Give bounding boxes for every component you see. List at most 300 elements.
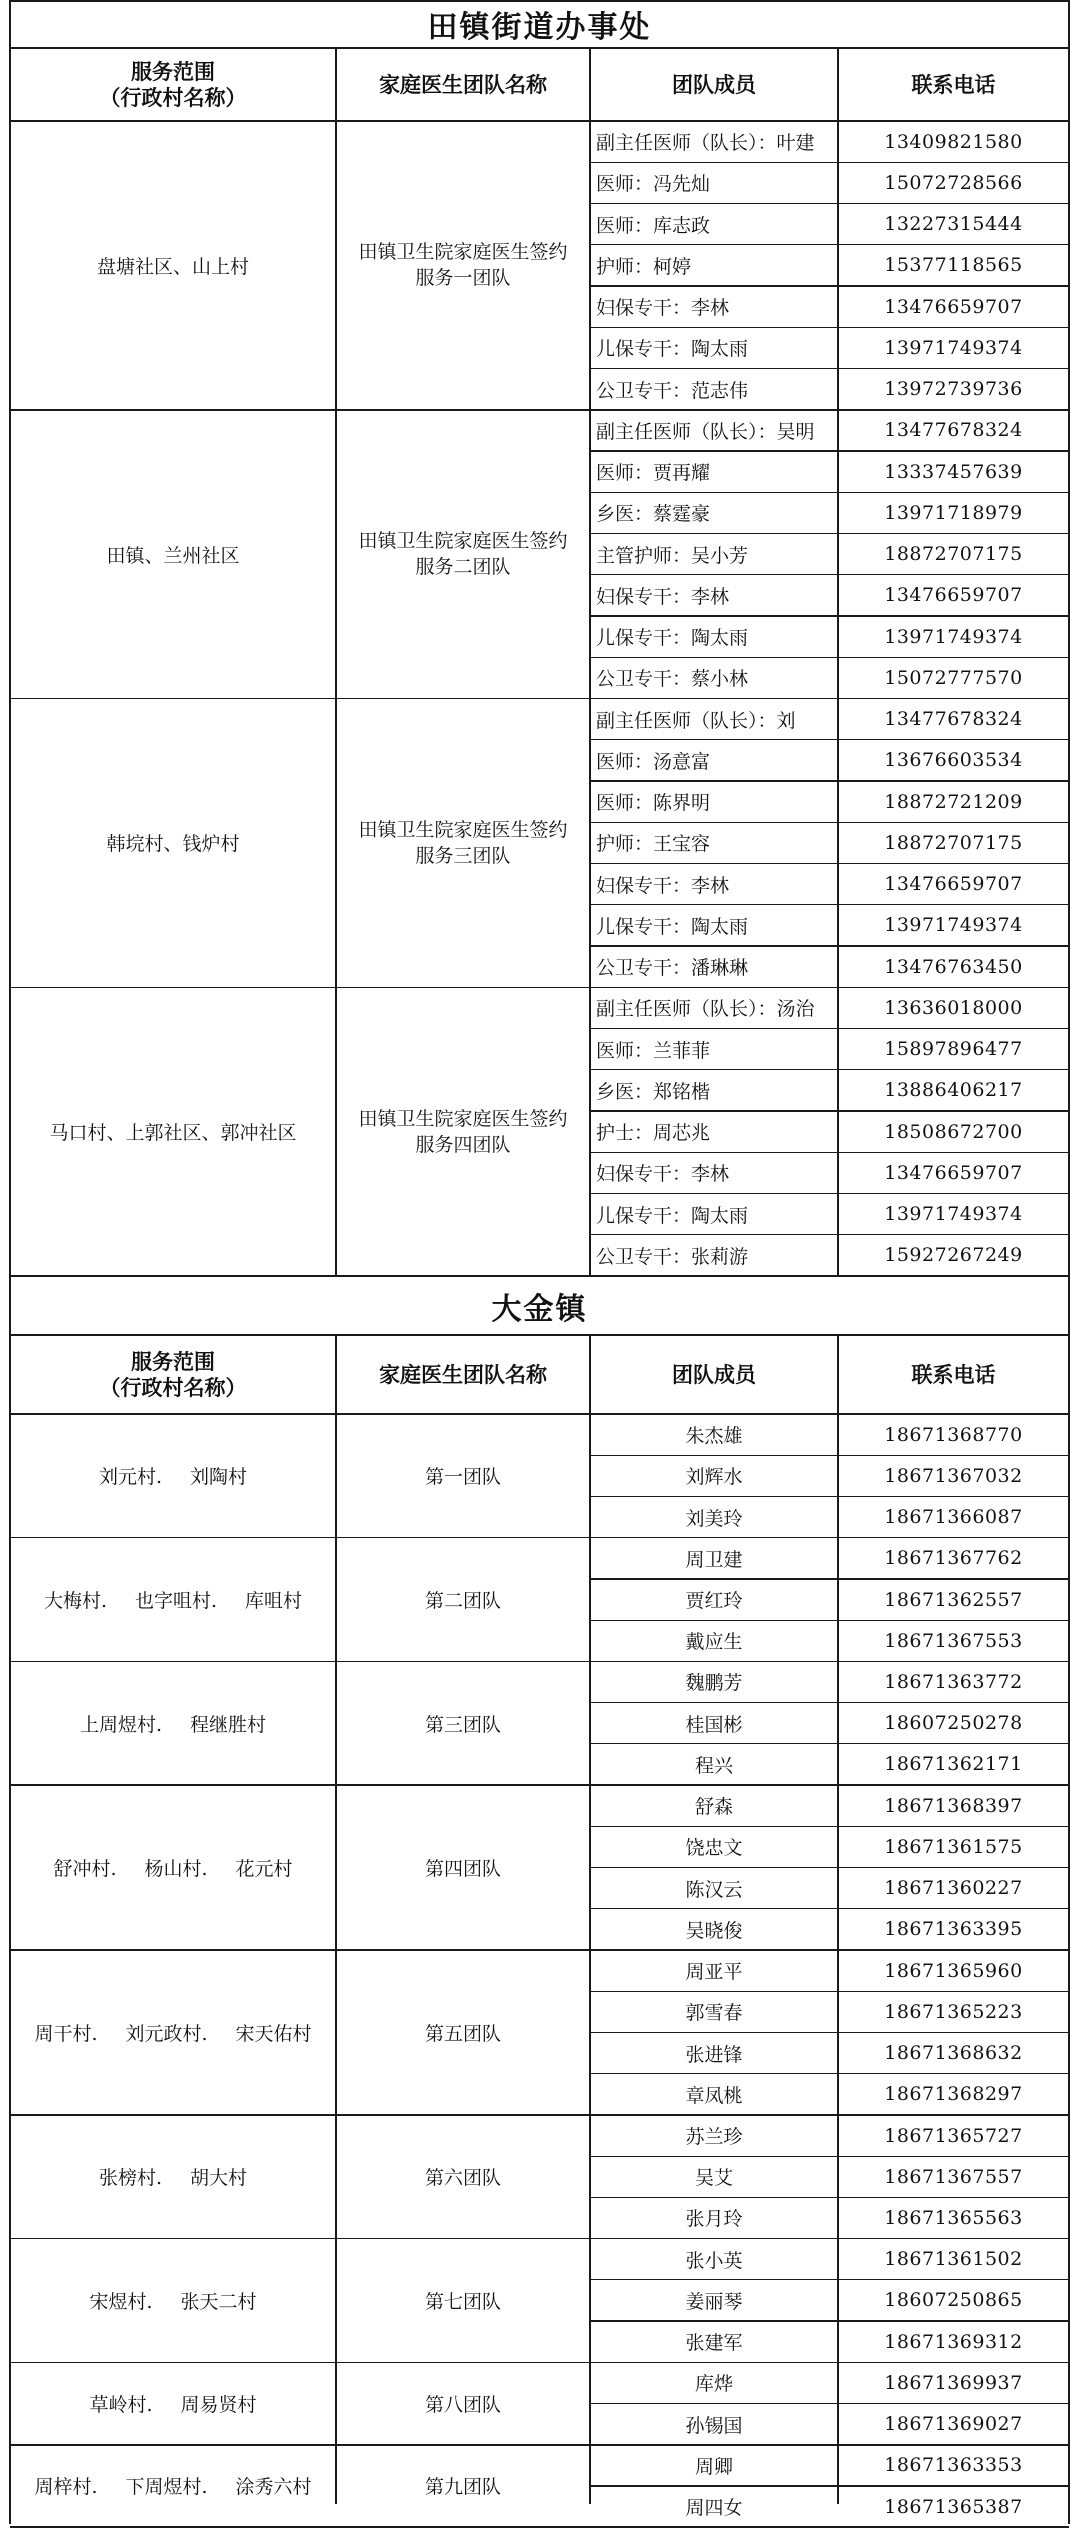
member-phone — [838, 2362, 1069, 2403]
member-name-text: 程兴 — [694, 1754, 733, 1777]
member-phone-text: 18671365387 — [884, 2495, 1023, 2518]
member-phone — [838, 1868, 1069, 1909]
member-phone — [838, 410, 1069, 451]
village-name: 盘塘社区、山上村 — [96, 255, 249, 278]
member-phone — [838, 1661, 1069, 1702]
member-phone-text: 18671360227 — [884, 1877, 1023, 1900]
team-name-line: 服务二团队 — [415, 556, 511, 579]
member-phone-text: 18671362557 — [884, 1588, 1023, 1611]
member-name-text: 公卫专干：潘琳琳 — [596, 957, 749, 980]
member-phone-text: 18671367557 — [884, 2165, 1023, 2188]
member-name-text: 魏鹏芳 — [685, 1672, 743, 1695]
village-name: 上周煜村. — [79, 1713, 163, 1736]
member-name — [590, 2197, 838, 2238]
member-name-text: 桂国彬 — [685, 1713, 743, 1736]
member-name — [590, 1194, 838, 1235]
village-name: 胡大村 — [190, 2167, 248, 2190]
member-name-text: 陈汉云 — [685, 1878, 743, 1901]
member-name-text: 贾红玲 — [685, 1590, 743, 1613]
village-name: 周梓村. — [34, 2476, 98, 2499]
team-name-line: 田镇卫生院家庭医生签约 — [358, 530, 568, 553]
header-members-text: 团队成员 — [672, 71, 756, 97]
member-phone-text: 18671367553 — [884, 1629, 1023, 1652]
member-phone-text: 15072777570 — [884, 666, 1023, 689]
member-name-text: 护师：柯婷 — [596, 255, 692, 278]
member-phone-text: 18671367032 — [884, 1464, 1023, 1487]
member-phone — [838, 1991, 1069, 2032]
member-phone-text: 18671363353 — [884, 2454, 1023, 2477]
member-name-text: 张月玲 — [685, 2208, 743, 2231]
member-phone — [838, 1538, 1069, 1579]
team-name — [336, 2239, 590, 2363]
village-name: 韩垸村、钱炉村 — [106, 833, 240, 856]
team-name — [336, 699, 590, 988]
member-phone-text: 18671365727 — [884, 2124, 1023, 2147]
member-name — [590, 162, 838, 203]
member-name-text: 妇保专干：李林 — [596, 585, 730, 608]
member-phone-text: 18872707175 — [884, 543, 1023, 566]
village-name: 也字咀村. — [134, 1590, 218, 1613]
member-name — [590, 2280, 838, 2321]
member-phone-text: 18508672700 — [884, 1120, 1023, 1143]
member-name-text: 医师：汤意富 — [596, 750, 711, 773]
header-scope — [10, 1335, 336, 1414]
member-name — [590, 1661, 838, 1702]
member-phone-text: 18872721209 — [884, 790, 1023, 813]
header-phone — [838, 1335, 1069, 1414]
village-name: 库咀村 — [245, 1590, 303, 1613]
header-team — [336, 1335, 590, 1414]
member-phone-text: 18671369937 — [884, 2371, 1023, 2394]
header-team — [336, 48, 590, 121]
village-name: 涂秀六村 — [235, 2476, 312, 2499]
member-name-text: 儿保专干：陶太雨 — [596, 1204, 749, 1227]
member-phone-text: 18671368297 — [884, 2083, 1023, 2106]
member-name-text: 库烨 — [694, 2373, 733, 2396]
member-name-text: 周亚平 — [685, 1961, 743, 1984]
member-phone-text: 13477678324 — [884, 708, 1023, 731]
member-name-text: 饶忠文 — [685, 1837, 743, 1860]
member-name — [590, 1414, 838, 1455]
member-phone-text: 18671366087 — [884, 1506, 1023, 1529]
village-name: 草岭村. — [89, 2394, 153, 2416]
member-phone — [838, 905, 1069, 946]
member-phone — [838, 1029, 1069, 1070]
village-name: 刘陶村 — [190, 1466, 248, 1489]
member-name-text: 医师：陈界明 — [596, 792, 711, 815]
member-phone — [838, 1496, 1069, 1537]
member-phone — [838, 121, 1069, 162]
member-phone-text: 13476659707 — [884, 295, 1023, 318]
member-phone — [838, 946, 1069, 987]
member-name-text: 妇保专干：李林 — [596, 1163, 730, 1186]
header-phone — [838, 48, 1069, 121]
member-phone — [838, 822, 1069, 863]
member-name — [590, 492, 838, 533]
member-name-text: 副主任医师（队长）：叶建 — [596, 132, 815, 155]
village-name: 张天二村 — [180, 2290, 257, 2313]
village-name: 刘元政村. — [125, 2022, 208, 2045]
member-name — [590, 1991, 838, 2032]
member-name-text: 苏兰珍 — [685, 2126, 743, 2149]
team-name — [336, 987, 590, 1276]
member-phone — [838, 1194, 1069, 1235]
service-scope — [10, 121, 336, 410]
member-phone — [838, 1152, 1069, 1193]
member-phone-text: 13972739736 — [884, 378, 1023, 401]
member-name-text: 医师：贾再耀 — [596, 462, 711, 485]
team-name — [336, 1661, 590, 1785]
member-name-text: 护师：王宝容 — [596, 833, 711, 856]
village-name: 宋天佑村 — [235, 2022, 312, 2045]
team-name-line: 第七团队 — [424, 2290, 501, 2313]
member-phone — [838, 1909, 1069, 1950]
member-name-text: 副主任医师（队长）：汤治 — [596, 998, 815, 1021]
service-scope — [10, 1661, 336, 1785]
member-name — [590, 369, 838, 410]
member-name — [590, 2032, 838, 2073]
member-name-text: 儿保专干：陶太雨 — [596, 338, 749, 361]
member-phone — [838, 740, 1069, 781]
member-name — [590, 740, 838, 781]
member-phone-text: 13886406217 — [884, 1079, 1023, 1102]
member-name-text: 医师：库志政 — [596, 214, 711, 237]
member-name-text: 公卫专干：蔡小林 — [596, 668, 749, 691]
member-name — [590, 1235, 838, 1276]
member-name — [590, 2404, 838, 2445]
section-title-text: 田镇街道办事处 — [427, 10, 652, 45]
member-phone-text: 18671365223 — [884, 2000, 1023, 2023]
member-name — [590, 2362, 838, 2403]
village-name: 舒冲村. — [53, 1858, 117, 1881]
member-name — [590, 534, 838, 575]
village-name: 张榜村. — [98, 2167, 163, 2190]
member-phone — [838, 1620, 1069, 1661]
member-name — [590, 657, 838, 698]
member-name-text: 公卫专干：范志伟 — [596, 379, 749, 402]
member-phone-text: 13636018000 — [884, 996, 1023, 1019]
member-phone-text: 13409821580 — [884, 130, 1023, 153]
member-phone — [838, 2115, 1069, 2156]
member-phone — [838, 575, 1069, 616]
member-name — [590, 1703, 838, 1744]
member-phone — [838, 616, 1069, 657]
member-name-text: 刘美玲 — [685, 1507, 743, 1530]
member-name-text: 孙锡国 — [685, 2414, 743, 2437]
header-scope-line1: 服务范围 — [131, 1348, 215, 1374]
member-phone — [838, 1703, 1069, 1744]
member-name — [590, 2486, 838, 2527]
header-team-text: 家庭医生团队名称 — [379, 71, 547, 97]
member-name — [590, 1950, 838, 1991]
member-name — [590, 410, 838, 451]
member-phone — [838, 1414, 1069, 1455]
member-phone — [838, 492, 1069, 533]
member-phone-text: 18671367762 — [884, 1547, 1023, 1570]
member-name — [590, 864, 838, 905]
member-name — [590, 2321, 838, 2362]
member-phone-text: 13476659707 — [884, 1161, 1023, 1184]
team-name — [336, 1414, 590, 1538]
member-name-text: 吴晓俊 — [685, 1919, 743, 1942]
section-title — [10, 1277, 1069, 1335]
member-name-text: 刘辉水 — [685, 1466, 743, 1489]
member-phone — [838, 1950, 1069, 1991]
member-phone — [838, 162, 1069, 203]
member-phone-text: 18671369312 — [884, 2330, 1023, 2353]
member-phone-text: 13476659707 — [884, 873, 1023, 896]
village-name: 周干村. — [34, 2022, 98, 2045]
member-phone — [838, 1785, 1069, 1826]
service-scope — [10, 2115, 336, 2239]
header-phone-text: 联系电话 — [911, 71, 996, 97]
header-team-text: 家庭医生团队名称 — [379, 1361, 547, 1387]
member-name-text: 周卫建 — [685, 1548, 743, 1571]
member-phone-text: 18671368397 — [884, 1794, 1023, 1817]
team-name — [336, 121, 590, 410]
member-name — [590, 616, 838, 657]
member-name-text: 乡医：郑铭楷 — [596, 1080, 711, 1103]
member-phone — [838, 451, 1069, 492]
member-phone — [838, 2486, 1069, 2527]
member-phone — [838, 1235, 1069, 1276]
service-scope — [10, 2445, 336, 2527]
member-phone-text: 18671369027 — [884, 2413, 1023, 2436]
member-phone — [838, 286, 1069, 327]
team-name-line: 田镇卫生院家庭医生签约 — [358, 1107, 568, 1130]
member-phone — [838, 657, 1069, 698]
team-name-line: 第二团队 — [424, 1590, 501, 1613]
member-name-text: 郭雪春 — [685, 2002, 743, 2025]
member-name — [590, 781, 838, 822]
service-scope — [10, 1414, 336, 1538]
member-name — [590, 1496, 838, 1537]
member-name-text: 章凤桃 — [685, 2084, 743, 2107]
member-phone-text: 15377118565 — [884, 254, 1023, 277]
member-name — [590, 286, 838, 327]
service-scope — [10, 2362, 336, 2444]
member-name — [590, 1744, 838, 1785]
member-phone — [838, 699, 1069, 740]
member-phone — [838, 1579, 1069, 1620]
village-name: 杨山村. — [144, 1858, 208, 1881]
member-phone-text: 13971749374 — [884, 1203, 1023, 1226]
header-scope-line2: （行政村名称） — [99, 1374, 247, 1400]
member-phone — [838, 781, 1069, 822]
service-scope — [10, 2239, 336, 2363]
member-name — [590, 1455, 838, 1496]
member-phone-text: 13971749374 — [884, 914, 1023, 937]
member-name-text: 妇保专干：李林 — [596, 297, 730, 320]
service-scope — [10, 699, 336, 988]
member-phone-text: 15927267249 — [884, 1244, 1023, 1267]
member-phone — [838, 987, 1069, 1028]
member-phone-text: 13971718979 — [884, 501, 1023, 524]
member-phone — [838, 2032, 1069, 2073]
member-name-text: 周四女 — [685, 2497, 743, 2520]
village-name: 宋煜村. — [89, 2290, 153, 2313]
member-name — [590, 121, 838, 162]
member-name — [590, 2074, 838, 2115]
member-name — [590, 1579, 838, 1620]
header-scope-line2: （行政村名称） — [99, 84, 247, 110]
member-phone-text: 13476763450 — [884, 955, 1023, 978]
member-name — [590, 1909, 838, 1950]
team-name — [336, 1785, 590, 1950]
member-name — [590, 905, 838, 946]
member-name-text: 张建军 — [685, 2332, 743, 2355]
member-phone — [838, 1826, 1069, 1867]
service-scope — [10, 987, 336, 1276]
member-name-text: 朱杰雄 — [685, 1425, 743, 1448]
team-name-line: 田镇卫生院家庭医生签约 — [358, 241, 568, 264]
member-name-text: 公卫专干：张莉游 — [596, 1245, 749, 1268]
service-scope — [10, 1538, 336, 1662]
member-name — [590, 2115, 838, 2156]
village-name: 大梅村. — [43, 1590, 107, 1613]
village-name: 下周煜村. — [125, 2476, 208, 2499]
member-name — [590, 245, 838, 286]
member-phone — [838, 534, 1069, 575]
member-phone-text: 18671368632 — [884, 2042, 1023, 2065]
team-name — [336, 2445, 590, 2527]
member-name-text: 周卿 — [694, 2455, 733, 2478]
member-phone — [838, 1744, 1069, 1785]
member-phone — [838, 2445, 1069, 2486]
village-name: 马口村、上郭社区、郭冲社区 — [49, 1122, 297, 1145]
member-phone-text: 18671361502 — [884, 2248, 1023, 2271]
member-name — [590, 451, 838, 492]
member-name — [590, 946, 838, 987]
member-phone-text: 13971749374 — [884, 625, 1023, 648]
team-name-line: 第六团队 — [424, 2167, 501, 2190]
member-name — [590, 1868, 838, 1909]
member-phone-text: 13971749374 — [884, 336, 1023, 359]
header-members — [590, 48, 838, 121]
team-name-line: 第一团队 — [424, 1466, 501, 1489]
member-name — [590, 1111, 838, 1152]
village-name: 花元村 — [235, 1858, 293, 1881]
member-name-text: 主管护师：吴小芳 — [596, 544, 749, 567]
member-phone — [838, 369, 1069, 410]
member-name — [590, 2239, 838, 2280]
team-name-line: 服务三团队 — [415, 844, 511, 867]
member-phone-text: 18671365960 — [884, 1959, 1023, 1982]
member-phone — [838, 1455, 1069, 1496]
member-name-text: 护士：周芯兆 — [596, 1122, 711, 1145]
member-phone-text: 18671365563 — [884, 2206, 1023, 2229]
member-phone-text: 18607250865 — [884, 2289, 1023, 2312]
member-name-text: 戴应生 — [685, 1631, 743, 1654]
member-phone — [838, 2074, 1069, 2115]
member-phone-text: 18607250278 — [884, 1712, 1023, 1735]
team-name-line: 服务一团队 — [415, 267, 511, 290]
member-phone-text: 13476659707 — [884, 584, 1023, 607]
member-name — [590, 1029, 838, 1070]
member-phone — [838, 204, 1069, 245]
member-name — [590, 2156, 838, 2197]
member-name-text: 张小英 — [685, 2249, 743, 2272]
member-name — [590, 204, 838, 245]
member-phone — [838, 1070, 1069, 1111]
member-name — [590, 1152, 838, 1193]
member-name-text: 医师：冯先灿 — [596, 173, 711, 196]
member-phone — [838, 864, 1069, 905]
team-name — [336, 1950, 590, 2115]
member-phone-text: 18872707175 — [884, 831, 1023, 854]
member-phone-text: 18671368770 — [884, 1423, 1023, 1446]
team-name-line: 服务四团队 — [415, 1133, 511, 1156]
team-name-line: 第五团队 — [424, 2022, 501, 2045]
member-name — [590, 1070, 838, 1111]
member-phone — [838, 1111, 1069, 1152]
member-phone-text: 18671361575 — [884, 1835, 1023, 1858]
service-scope — [10, 1950, 336, 2115]
service-scope — [10, 410, 336, 699]
village-name: 田镇、兰州社区 — [106, 544, 240, 567]
team-name — [336, 410, 590, 699]
header-scope-line1: 服务范围 — [131, 58, 215, 84]
team-name — [336, 2115, 590, 2239]
team-name-line: 田镇卫生院家庭医生签约 — [358, 818, 568, 841]
team-name-line: 第八团队 — [424, 2394, 501, 2416]
member-phone-text: 13227315444 — [884, 213, 1023, 236]
member-name — [590, 575, 838, 616]
team-name-line: 第三团队 — [424, 1713, 501, 1736]
village-name: 周易贤村 — [180, 2394, 257, 2416]
member-name — [590, 699, 838, 740]
member-name-text: 儿保专干：陶太雨 — [596, 915, 749, 938]
member-name-text: 姜丽琴 — [685, 2290, 743, 2313]
header-members — [590, 1335, 838, 1414]
member-name — [590, 1538, 838, 1579]
member-name — [590, 327, 838, 368]
member-phone — [838, 327, 1069, 368]
village-name: 刘元村. — [98, 1466, 163, 1489]
member-name-text: 乡医：蔡霆豪 — [596, 503, 711, 526]
member-phone — [838, 2156, 1069, 2197]
member-name-text: 儿保专干：陶太雨 — [596, 627, 749, 650]
member-phone-text: 18671363395 — [884, 1918, 1023, 1941]
member-name — [590, 1826, 838, 1867]
header-members-text: 团队成员 — [672, 1361, 756, 1387]
member-phone-text: 13676603534 — [884, 749, 1023, 772]
header-scope — [10, 48, 336, 121]
member-phone-text: 15072728566 — [884, 171, 1023, 194]
member-phone — [838, 2197, 1069, 2238]
section-title-text: 大金镇 — [491, 1292, 588, 1327]
member-name — [590, 1620, 838, 1661]
member-phone-text: 13477678324 — [884, 419, 1023, 442]
team-name — [336, 1538, 590, 1662]
team-name-line: 第四团队 — [424, 1858, 501, 1881]
member-phone-text: 18671363772 — [884, 1670, 1023, 1693]
member-phone-text: 13337457639 — [884, 460, 1023, 483]
section-title — [10, 0, 1069, 48]
member-name-text: 医师：兰菲菲 — [596, 1039, 711, 1062]
member-phone — [838, 2280, 1069, 2321]
member-phone — [838, 2404, 1069, 2445]
member-name-text: 张进锋 — [685, 2043, 743, 2066]
member-name — [590, 987, 838, 1028]
member-name-text: 舒森 — [694, 1796, 733, 1819]
member-name — [590, 1785, 838, 1826]
village-name: 程继胜村 — [190, 1713, 267, 1736]
member-name-text: 妇保专干：李林 — [596, 874, 730, 897]
team-name-line: 第九团队 — [424, 2476, 501, 2499]
team-name — [336, 2362, 590, 2444]
header-phone-text: 联系电话 — [911, 1361, 996, 1387]
